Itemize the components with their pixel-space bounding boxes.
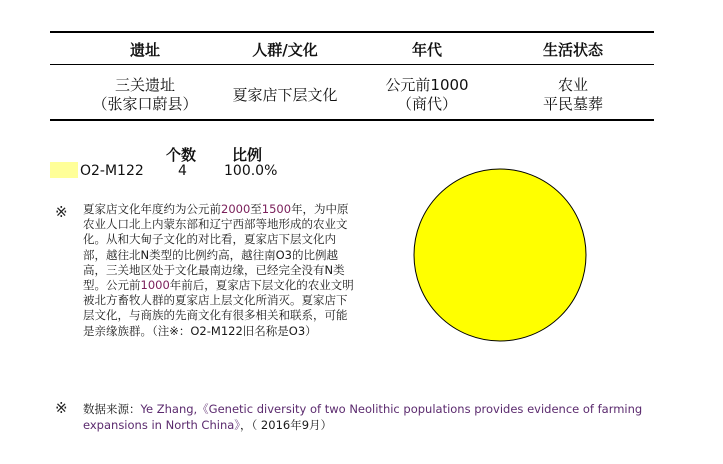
source-text	[83, 401, 643, 433]
cell-culture: 夏家店下层文化	[232, 86, 338, 104]
note-hl-2000: 2000	[221, 202, 251, 216]
pie-slices	[414, 169, 586, 341]
pie-slice-o2-m122	[414, 169, 586, 341]
cell-date-line1: 公元前1000	[385, 76, 469, 94]
note-mark: ※	[55, 203, 68, 221]
legend-ratio-header: 比例	[232, 146, 263, 164]
source-mark: ※	[55, 399, 68, 417]
legend-count: 4	[178, 163, 187, 179]
header-date: 年代	[411, 41, 442, 59]
table-bottom-rule	[50, 119, 654, 121]
note-hl-1000: 1000	[140, 278, 170, 293]
source-ref: Ye Zhang,《Genetic diversity of two Neolithic populations provides evidence of farming expansions in North China》	[83, 402, 643, 432]
legend-ratio: 100.0%	[224, 163, 278, 179]
note-text	[83, 202, 355, 339]
legend-label: O2-M122	[80, 163, 144, 179]
note-text-c: 年，为中原农业人口北上内蒙东部和辽宁西部等地形成的农业文化。从和大甸子文化的对比看，夏家店下层文化内部，越往北N类型的比例约高，越往南O3的比例越高，三关地区处于文化最南边缘，已经完全没有N类型。公元前	[83, 202, 349, 293]
cell-site-line1: 三关遗址	[114, 76, 175, 94]
table-header-rule	[50, 64, 654, 65]
cell-life	[515, 76, 631, 114]
cell-life-line2: 平民墓葬	[542, 95, 603, 113]
note-hl-1500: 1500	[261, 202, 292, 216]
cell-date	[362, 76, 492, 114]
table-top-rule	[50, 31, 654, 33]
legend-swatch	[50, 162, 78, 178]
header-culture: 人群/文化	[252, 41, 318, 59]
cell-life-line1: 农业	[557, 76, 588, 94]
note-text-d: 年前后，夏家店下层文化的农业文明被北方畜牧人群的夏家店上层文化所消灭。夏家店下层文化，与商族的先商文化有很多相关和联系，可能是亲缘族群。（注※：O2-M122旧名称是O3）	[83, 278, 354, 338]
legend-count-header: 个数	[166, 146, 197, 164]
cell-site-line2: （张家口蔚县）	[92, 95, 198, 113]
header-life: 生活状态	[542, 41, 603, 59]
source-label: 数据来源：	[83, 402, 141, 416]
note-text-a: 夏家店文化年度约为公元前	[83, 202, 221, 216]
source-date: ，（ 2016年9月）	[240, 418, 333, 432]
pie-chart	[400, 155, 600, 355]
header-site: 遗址	[129, 41, 160, 59]
note-text-b: 至	[250, 202, 262, 216]
cell-date-line2: （商代）	[396, 95, 457, 113]
cell-site	[85, 76, 205, 114]
